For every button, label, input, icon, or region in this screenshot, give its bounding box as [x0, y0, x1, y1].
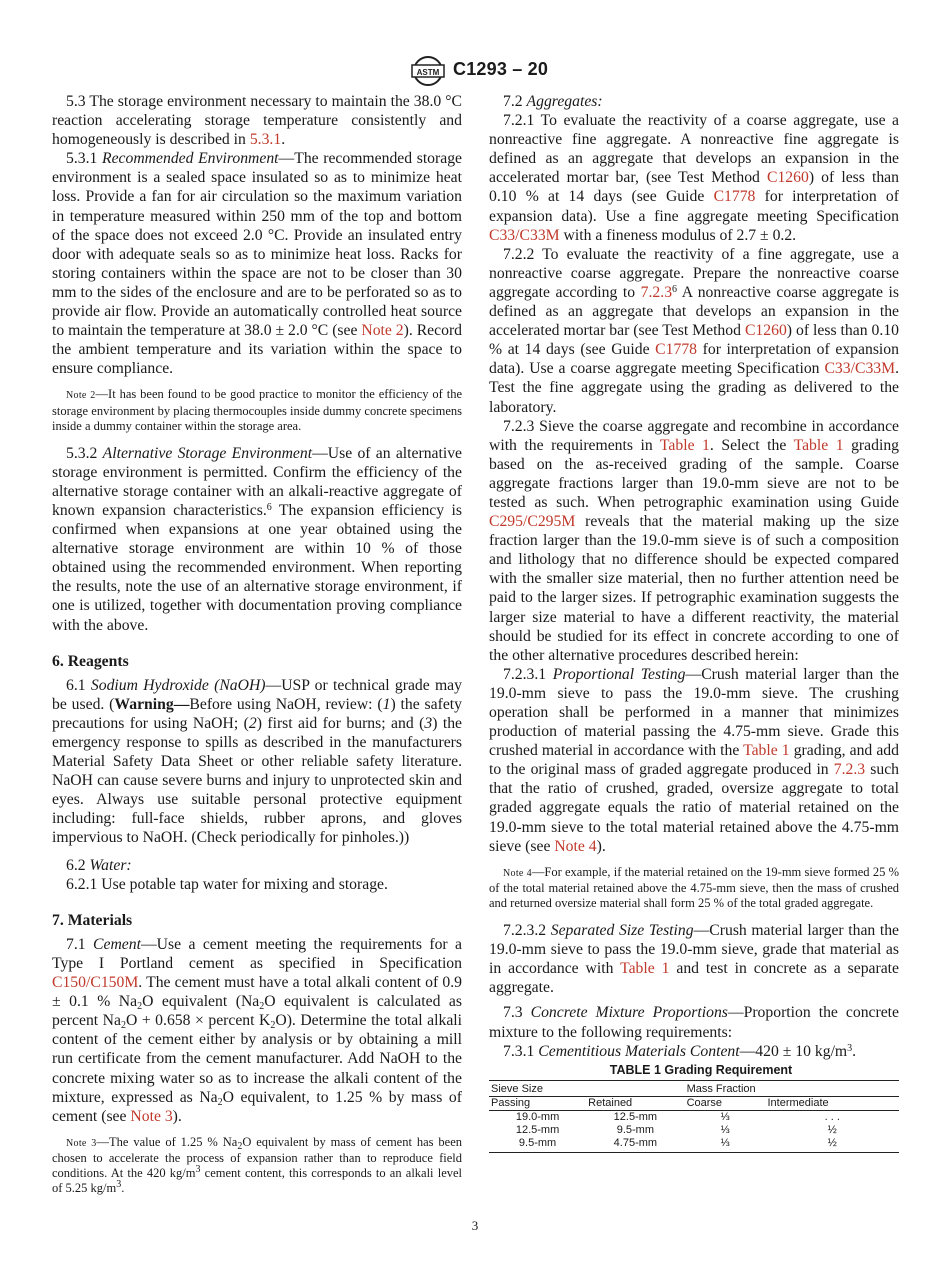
table-cell: 9.5-mm	[489, 1137, 586, 1153]
para-7-2-2: 7.2.2 To evaluate the reactivity of a fine aggregate, use a nonreactive coarse aggregate. Prepare the nonreactive coarse aggregate according to 7.2.3$^6$ A nonreactive coarse aggregate is defined as an aggregate that develops an expansion in the accelerated mortar bar (see Test Method C1260) of less than 0.10 % at 14 days (see Guide C1778 for interpretation of expansion data). Use a coarse aggregate meeting Specification C33/C33M. Test the fine aggregate using the grading as delivered to the laboratory.	[489, 245, 900, 416]
note-4: Note 4—For example, if the material retained on the 19-mm sieve formed 25 % of the total material retained above the 4.75-mm sieve, then the mass of crushed and returned oversize material shall form 25 % of the total graded aggregate.	[489, 864, 899, 910]
table-cell: ⅓	[685, 1137, 766, 1153]
table-cell: 9.5-mm	[616, 1123, 654, 1136]
table-cell: 12.5-mm	[613, 1110, 658, 1123]
para-5-3-2: 5.3.2 Alternative Storage Environment—Use of an alternative storage environment is permitted. Confirm the efficiency of the alternative storage container with an alkali-reactive aggregate of known expansion characteristics.$^6$ The expansion efficiency is confirmed when expansions at one year obtained using the alternative storage environment are within 10 % of those obtained using the recommended environment. When reporting the results, note the use of an alternative storage environment, if one is utilized, together with documentation proving compliance with the above.	[52, 444, 463, 634]
para-6-2: 6.2 Water:	[66, 856, 132, 874]
page-number: 3	[471, 1218, 479, 1233]
note-3: Note 3—The value of 1.25 % $Na_2O$ equivalent by mass of cement has been chosen to accelerate the process of expansion rather than to reproduce field conditions. At the 420 $kg/m^3$ cement content, this corresponds to an alkali level of 5.25 $kg/m^3$.	[52, 1134, 463, 1196]
para-7-2-3-2: 7.2.3.2 Separated Size Testing—Crush material larger than the 19.0-mm sieve to pass the 19.0-mm sieve, grade that material as in accordance with Table 1 and test in concrete as a separate aggregate.	[489, 922, 900, 997]
para-7-2: 7.2 Aggregates:	[503, 93, 603, 110]
link-7-2-3-b[interactable]: 7.2.3	[833, 761, 866, 779]
para-7-1: 7.1 Cement—Use a cement meeting the requirements for a Type I Portland cement as specified in Specification C150/C150M. The cement must have a total alkali content of 0.9 ± 0.1 % $Na_2O$ equivalent ($Na_2O$ equivalent is calculated as percent $Na_2O + 0.658$ × percent $K_2O$). Determine the total alkali content of the cement either by analysis or by obtaining a mill run certificate from the cement manufacturer. Add NaOH to the concrete mixing water so as to increase the alkali content of the mixture, expressed as $Na_2O$ equivalent, to 1.25 % by mass of cement (see Note 3).	[52, 935, 463, 1125]
link-c1778-b[interactable]: C1778	[655, 341, 698, 359]
table-column-header: Passing	[489, 1096, 586, 1110]
link-c150[interactable]: C150/C150M	[52, 974, 139, 992]
table-group-header: Mass Fraction	[685, 1080, 899, 1096]
table-row	[489, 1137, 899, 1153]
section-6-heading: 6. Reagents	[52, 652, 129, 670]
link-c1778[interactable]: C1778	[713, 188, 756, 206]
grading-table	[489, 1080, 899, 1153]
table-row	[489, 1124, 899, 1137]
link-table-1-d[interactable]: Table 1	[620, 960, 670, 978]
link-c295[interactable]: C295/C295M	[489, 513, 576, 531]
link-note-2[interactable]: Note 2	[361, 322, 404, 340]
standard-designation: C1293 – 20	[453, 59, 549, 79]
link-note-3[interactable]: Note 3	[130, 1107, 173, 1125]
table-group-header: Sieve Size	[489, 1080, 685, 1096]
para-5-3-1: 5.3.1 Recommended Environment—The recommended storage environment is a sealed space insulated so as to minimize heat loss. Provide a fan for air circulation so the maximum variation in temperature measured within 250 mm of the top and bottom of the space does not exceed 2.0 °C. Provide an insulated entry door with adequate seals so as to minimize heat loss. Racks for storing containers within the space are not to be closer than 30 mm to the sides of the enclosure and are to be perforated so as to provide air flow. Provide an automatically controlled heat source to maintain the temperature at 38.0 ± 2.0 °C (see Note 2). Record the ambient temperature and its variation within the space to ensure compliance.	[52, 150, 463, 378]
link-5-3-1[interactable]: 5.3.1	[249, 131, 282, 149]
table-cell: ⅓	[720, 1123, 730, 1136]
link-note-4[interactable]: Note 4	[554, 837, 597, 855]
table-cell: ½	[765, 1137, 899, 1153]
table-column-header: Coarse	[685, 1096, 766, 1110]
page-header	[0, 54, 950, 90]
table-cell: ½	[827, 1123, 837, 1136]
para-7-2-1: 7.2.1 To evaluate the reactivity of a coarse aggregate, use a nonreactive fine aggregate. A nonreactive fine aggregate is defined as an aggregate that develops an expansion in the accelerated mortar bar, (see Test Method C1260) of less than 0.10 % at 14 days (see Guide C1778 for interpretation of expansion data). Use a fine aggregate meeting Specification C33/C33M with a fineness modulus of 2.7 ± 0.2.	[489, 112, 900, 244]
link-c1260[interactable]: C1260	[767, 169, 809, 187]
table-column-header: Intermediate	[765, 1096, 899, 1110]
note-2: Note 2—It has been found to be good practice to monitor the efficiency of the storage environment by placing thermocouples inside dummy concrete specimens inside a dummy container within the storage area.	[52, 387, 462, 433]
table-cell: . . .	[824, 1110, 840, 1123]
link-c1260-b[interactable]: C1260	[744, 322, 787, 340]
left-column	[52, 92, 462, 1206]
section-7-heading: 7. Materials	[52, 911, 133, 929]
table-1-title: TABLE 1 Grading Requirement	[609, 1062, 793, 1077]
para-7-3-1: 7.3.1 Cementitious Materials Content—420 ± 10 $kg/m^3$.	[503, 1042, 857, 1060]
table-cell: 4.75-mm	[586, 1137, 684, 1153]
table-column-header: Retained	[586, 1096, 684, 1110]
astm-logo-text: ASTM	[416, 68, 440, 77]
right-column	[489, 92, 899, 1153]
link-c33[interactable]: C33/C33M	[489, 226, 560, 244]
link-7-2-3[interactable]: 7.2.3	[640, 283, 673, 301]
table-row	[489, 1110, 899, 1124]
table-cell: 12.5-mm	[515, 1123, 560, 1136]
link-table-1-b[interactable]: Table 1	[793, 436, 844, 454]
table-cell: 19.0-mm	[515, 1110, 560, 1123]
link-table-1-c[interactable]: Table 1	[743, 742, 790, 760]
para-6-2-1: 6.2.1 Use potable tap water for mixing and storage.	[66, 875, 388, 893]
para-7-3: 7.3 Concrete Mixture Proportions—Proportion the concrete mixture to the following requirements:	[489, 1004, 900, 1041]
para-6-1: 6.1 Sodium Hydroxide (NaOH)—USP or technical grade may be used. (Warning—Before using NaOH, review: (1) the safety precautions for using NaOH; (2) first aid for burns; and (3) the emergency response to spills as described in the manufacturers Material Safety Data Sheet or other reliable safety literature. NaOH can cause severe burns and injury to unprotected skin and eyes. Always use suitable personal protective equipment including: full-face shields, rubber aprons, and gloves impervious to NaOH. (Check periodically for pinholes.))	[52, 676, 463, 847]
link-table-1[interactable]: Table 1	[659, 436, 710, 454]
para-5-3: 5.3 The storage environment necessary to maintain the 38.0 °C reaction accelerating storage temperature consistently and homogeneously is described in 5.3.1.	[52, 93, 462, 149]
astm-logo-icon	[408, 54, 448, 88]
link-c33-b[interactable]: C33/C33M	[824, 360, 896, 378]
table-cell: ⅓	[720, 1110, 730, 1123]
para-7-2-3: 7.2.3 Sieve the coarse aggregate and recombine in accordance with the requirements in Table 1. Select the Table 1 grading based on the as-received grading of the sample. Coarse aggregate fractions larger than 19.0-mm sieve are not to be tested as such. When petrographic examination using Guide C295/C295M reveals that the material making up the size fraction larger than the 19.0-mm sieve is of such a composition and lithology that no difference should be expected compared with the smaller size material, then no further attention need be paid to the larger sizes. If petrographic examination suggests the larger size material to have a different reactivity, the material should be studied for its effect in concrete according to one of the other alternative procedures described herein:	[489, 417, 900, 664]
para-7-2-3-1: 7.2.3.1 Proportional Testing—Crush material larger than the 19.0-mm sieve to pass the 19.0-mm sieve. The crushing operation shall be performed in a manner that minimizes production of material passing the 4.75-mm sieve. Grade this crushed material in accordance with the Table 1 grading, and add to the original mass of graded aggregate produced in 7.2.3 such that the ratio of crushed, graded, oversize aggregate to total graded aggregate equals the ratio of material retained on the 19.0-mm sieve to the total material retained above the 4.75-mm sieve (see Note 4).	[489, 665, 900, 855]
